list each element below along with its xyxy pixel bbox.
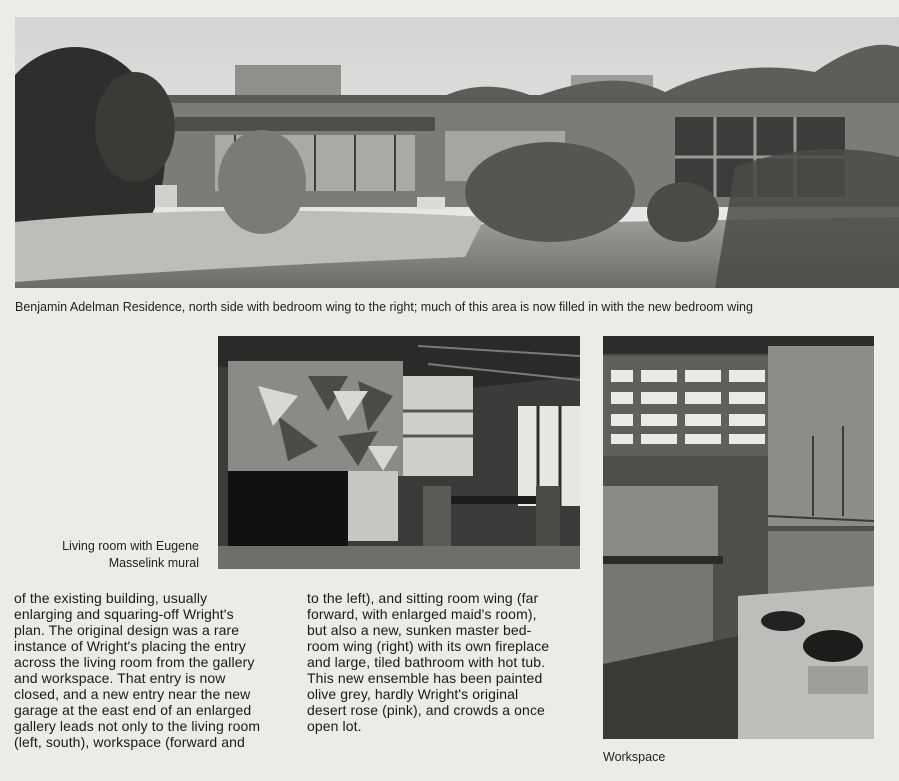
body-text-column-2 — [307, 590, 549, 734]
body-line: garage at the east end of an enlarged — [14, 702, 252, 718]
body-line: olive grey, hardly Wright's original — [307, 686, 519, 702]
exterior-caption: Benjamin Adelman Residence, north side with bedroom wing to the right; much of this area is now filled in with the new bedroom wing — [15, 300, 753, 314]
body-line: room wing (right) with its own fireplace — [307, 638, 550, 654]
body-line: closed, and a new entry near the new — [14, 686, 251, 702]
body-line: across the living room from the gallery — [14, 654, 255, 670]
workspace-caption: Workspace — [603, 750, 666, 764]
body-line: forward, with enlarged maid's room), — [307, 606, 537, 622]
body-text-column-1 — [14, 590, 260, 750]
workspace-photo — [603, 336, 874, 739]
body-line: gallery leads not only to the living room — [14, 718, 261, 734]
living-room-caption-line1: Living room with Eugene — [62, 539, 199, 553]
body-line: desert rose (pink), and crowds a once — [307, 702, 545, 718]
living-room-caption-line2: Masselink mural — [108, 556, 199, 570]
body-line: instance of Wright's placing the entry — [14, 638, 246, 654]
body-line: to the left), and sitting room wing (far — [307, 590, 539, 606]
body-line: plan. The original design was a rare — [14, 622, 240, 638]
living-room-photo — [218, 336, 580, 569]
body-line: and large, tiled bathroom with hot tub. — [307, 654, 546, 670]
body-line: but also a new, sunken master bed- — [307, 622, 532, 638]
body-line: and workspace. That entry is now — [14, 670, 226, 686]
exterior-photo — [15, 17, 899, 288]
body-line: open lot. — [307, 718, 362, 734]
body-line: This new ensemble has been painted — [307, 670, 543, 686]
body-line: of the existing building, usually — [14, 590, 208, 606]
living-room-caption — [20, 538, 199, 572]
body-line: (left, south), workspace (forward and — [14, 734, 245, 750]
body-line: enlarging and squaring-off Wright's — [14, 606, 234, 622]
